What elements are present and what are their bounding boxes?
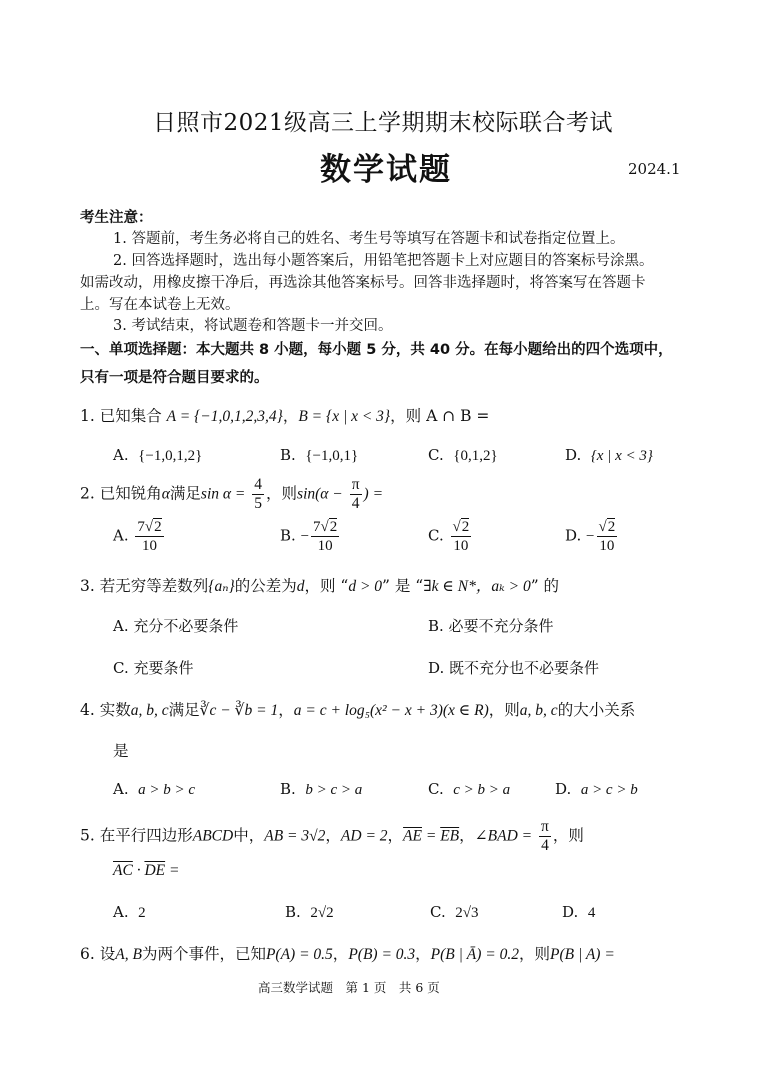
option-a: A. 2 <box>113 903 146 921</box>
notice-item-2-end: 上。写在本试卷上无效。 <box>80 297 240 313</box>
section-heading: 一、单项选择题：本大题共 8 小题，每小题 5 分，共 40 分。在每小题给出的四个选项中， <box>80 342 673 358</box>
option-c: C. $\frac{√2}{10}$ <box>428 519 470 554</box>
option-d: D. 既不充分也不必要条件 <box>428 659 600 677</box>
exam-title: 日照市2021级高三上学期期末校际联合考试 <box>153 110 614 136</box>
option-b: B. 2√2 <box>285 903 334 921</box>
option-b: B. {−1,0,1} <box>280 446 359 464</box>
question-number: 1. <box>80 407 95 425</box>
option-c: C. c > b > a <box>428 780 511 798</box>
question-6: 6. 设A, B为两个事件，已知P(A) = 0.5，P(B) = 0.3，P(B | Ā) = 0.2，则P(B | A) = <box>80 945 615 963</box>
question-3: 3. 若无穷等差数列{aₙ}的公差为d，则 “d > 0” 是 “∃k ∈ N*，aₖ > 0” 的 <box>80 577 560 595</box>
question-4-cont: 是 <box>113 742 129 760</box>
option-c: C. {0,1,2} <box>428 446 498 464</box>
set-a: A = {−1,0,1,2,3,4} <box>166 408 283 425</box>
notice-item-1: 1. 答题前，考生务必将自己的姓名、考生号等填写在答题卡和试卷指定位置上。 <box>113 231 625 247</box>
option-a: A. 充分不必要条件 <box>113 617 239 635</box>
option-d: D. {x | x < 3} <box>565 446 653 464</box>
option-c: C. 充要条件 <box>113 659 194 677</box>
option-d: D. − $\frac{√2}{10}$ <box>565 519 616 554</box>
question-number: 5. <box>80 826 95 845</box>
question-number: 2. <box>80 484 95 503</box>
page-title: 数学试题 <box>320 152 452 188</box>
option-c: C. 2√3 <box>430 903 479 921</box>
option-a: A. a > b > c <box>113 780 196 798</box>
option-b: B. b > c > a <box>280 780 363 798</box>
option-a: A. {−1,0,1,2} <box>113 446 203 464</box>
option-d: D. a > c > b <box>555 780 638 798</box>
question-1: 1. 已知集合 A = {−1,0,1,2,3,4}，B = {x | x < 3}，则 A ∩ B = <box>80 407 490 425</box>
question-2: 2. 已知锐角α满足sin α = $\frac{4}{5}$ ，则sin(α − $\frac{\pi}{4}$ ) = <box>80 476 384 512</box>
set-b: B = {x | x < 3} <box>298 408 391 425</box>
question-number: 4. <box>80 701 95 719</box>
question-5: 5. 在平行四边形ABCD中，AB = 3√2，AD = 2，$\overline{AE} = \overline{EB}$，∠BAD = $\frac{\pi}{4}$ ，则 <box>80 818 584 854</box>
page-footer: 高三数学试题 第 1 页 共 6 页 <box>258 980 440 995</box>
option-b: B. 必要不充分条件 <box>428 617 554 635</box>
question-5-cont: $\overline{AC} \cdot \overline{DE}$ = <box>113 862 180 879</box>
notice-item-2-cont: 如需改动，用橡皮擦干净后，再选涂其他答案标号。回答非选择题时，将答案写在答题卡 <box>80 275 646 291</box>
notice-heading: 考生注意： <box>80 210 153 226</box>
question-number: 6. <box>80 945 95 963</box>
exam-date: 2024.1 <box>628 160 681 178</box>
section-heading-cont: 只有一项是符合题目要求的。 <box>80 370 269 386</box>
option-b: B. − $\frac{7√2}{10}$ <box>280 519 338 554</box>
notice-item-2: 2. 回答选择题时，选出每小题答案后，用铅笔把答题卡上对应题目的答案标号涂黑。 <box>113 253 654 269</box>
question-4: 4. 实数a, b, c满足∛c − ∛b = 1，a = c + log₅(x² − x + 3)(x ∈ R)，则a, b, c的大小关系 <box>80 701 636 719</box>
question-number: 3. <box>80 577 95 595</box>
option-d: D. 4 <box>562 903 596 921</box>
notice-item-3: 3. 考试结束，将试题卷和答题卡一并交回。 <box>113 318 393 334</box>
option-a: A. $\frac{7√2}{10}$ <box>113 519 162 554</box>
